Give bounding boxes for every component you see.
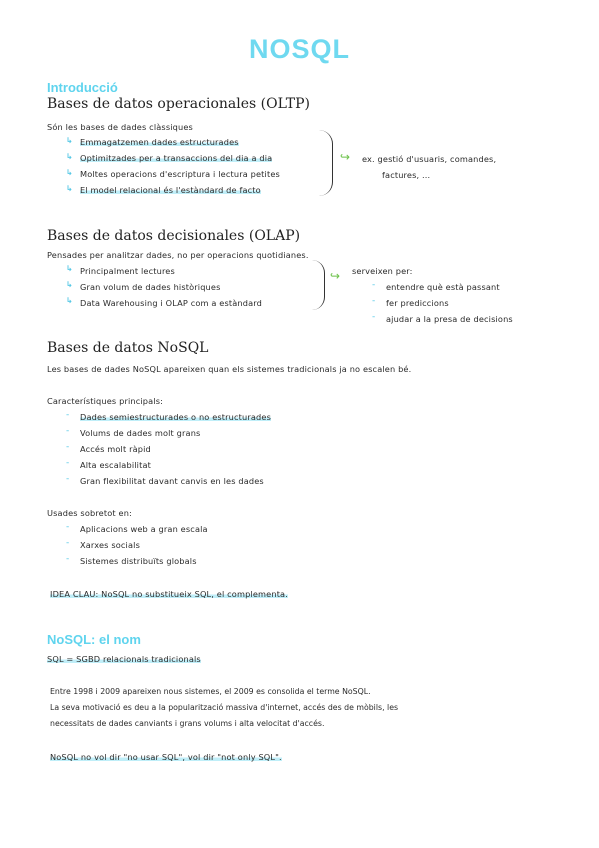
- list-item: El model relacional és l'estàndard de facto: [80, 185, 261, 195]
- bullet-icon: ↳: [66, 136, 73, 145]
- uses-label: Usades sobretot en:: [47, 508, 132, 518]
- list-item: Moltes operacions d'escriptura i lectura petites: [80, 169, 280, 179]
- dash-icon: -: [372, 280, 376, 290]
- bullet-icon: ↳: [66, 264, 73, 273]
- list-item: Xarxes socials: [80, 540, 140, 550]
- dash-icon: -: [66, 442, 70, 452]
- oltp-note-2: factures, ...: [382, 170, 431, 180]
- dash-icon: -: [372, 312, 376, 322]
- bullet-icon: ↳: [66, 184, 73, 193]
- dash-icon: -: [66, 538, 70, 548]
- bullet-icon: ↳: [66, 280, 73, 289]
- olap-lead: Pensades per analitzar dades, no per operacions quotidianes.: [47, 250, 309, 260]
- olap-note-head: serveixen per:: [352, 266, 413, 276]
- dash-icon: -: [66, 522, 70, 532]
- intro-heading: Introducció: [47, 80, 118, 95]
- dash-icon: -: [66, 458, 70, 468]
- dash-icon: -: [66, 554, 70, 564]
- list-item: Gran volum de dades històriques: [80, 282, 221, 292]
- list-item: Alta escalabilitat: [80, 460, 151, 470]
- bullet-icon: ↳: [66, 296, 73, 305]
- dash-icon: -: [66, 474, 70, 484]
- dash-icon: -: [66, 426, 70, 436]
- list-item: Optimitzades per a transaccions del dia a dia: [80, 153, 273, 163]
- list-item: Sistemes distribuïts globals: [80, 556, 197, 566]
- brace-shape: [318, 130, 333, 196]
- paragraph-line: necessitats de dades canviants i grans volums i alta velocitat d'accés.: [50, 719, 325, 728]
- paragraph-line: La seva motivació es deu a la popularització massiva d'internet, accés des de mòbils, les: [50, 703, 399, 712]
- nosql-meaning: NoSQL no vol dir "no usar SQL", vol dir "not only SQL".: [50, 752, 282, 762]
- list-item: Gran flexibilitat davant canvis en les dades: [80, 476, 264, 486]
- arrow-icon: ↪: [340, 150, 351, 164]
- arrow-icon: ↪: [330, 269, 341, 283]
- paragraph-line: Entre 1998 i 2009 apareixen nous sistemes, el 2009 es consolida el terme NoSQL.: [50, 687, 371, 696]
- oltp-note: ex. gestió d'usuaris, comandes,: [362, 154, 497, 164]
- key-idea: IDEA CLAU: NoSQL no substitueix SQL, el complementa.: [50, 589, 288, 599]
- bullet-icon: ↳: [66, 152, 73, 161]
- list-item: ajudar a la presa de decisions: [386, 314, 513, 324]
- page-title: NOSQL: [248, 34, 350, 64]
- oltp-lead: Són les bases de dades clàssiques: [47, 122, 193, 132]
- bullet-icon: ↳: [66, 168, 73, 177]
- brace-shape: [312, 260, 325, 310]
- list-item: Aplicacions web a gran escala: [80, 524, 208, 534]
- list-item: fer prediccions: [386, 298, 449, 308]
- list-item: Principalment lectures: [80, 266, 175, 276]
- list-item: Emmagatzemen dades estructurades: [80, 137, 239, 147]
- list-item: Volums de dades molt grans: [80, 428, 201, 438]
- dash-icon: -: [66, 410, 70, 420]
- list-item: Data Warehousing i OLAP com a estàndard: [80, 298, 263, 308]
- nosql-heading: Bases de datos NoSQL: [47, 340, 209, 356]
- oltp-heading: Bases de datos operacionales (OLTP): [47, 96, 310, 112]
- features-label: Característiques principals:: [47, 396, 164, 406]
- sql-definition: SQL = SGBD relacionals tradicionals: [47, 654, 201, 664]
- olap-heading: Bases de datos decisionales (OLAP): [47, 228, 301, 244]
- list-item: Accés molt ràpid: [80, 444, 151, 454]
- list-item: Dades semiestructurades o no estructurades: [80, 412, 271, 422]
- dash-icon: -: [372, 296, 376, 306]
- nosql-lead: Les bases de dades NoSQL apareixen quan els sistemes tradicionals ja no escalen bé.: [47, 364, 412, 374]
- list-item: entendre què està passant: [386, 282, 500, 292]
- name-heading: NoSQL: el nom: [47, 632, 141, 647]
